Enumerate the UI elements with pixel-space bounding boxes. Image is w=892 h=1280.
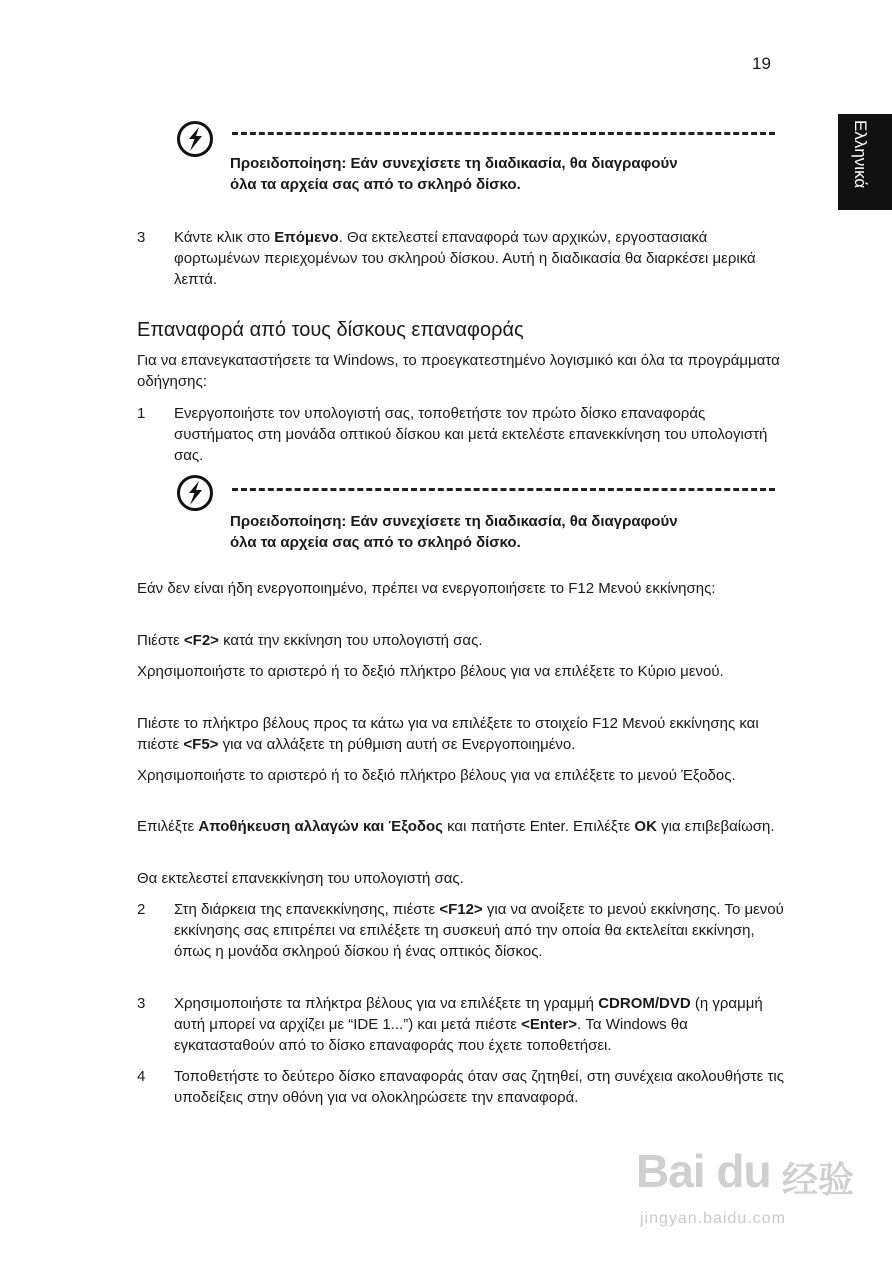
step-number: 3 xyxy=(137,995,146,1012)
watermark-logo: Bai du xyxy=(636,1145,771,1197)
step-text: Στη διάρκεια της επανεκκίνησης, πιέστε <F12> για να ανοίξετε το μενού εκκίνησης. Το μενού εκκίνησης σας επιτρέπει να επιλέξετε τη συσκευή από την οποία θα εκτελείται εκκίνηση, όπως η μονάδα σκληρού δίσκου ή ένας οπτικός δίσκος. xyxy=(174,901,784,960)
warning-divider xyxy=(232,488,775,491)
step-number: 1 xyxy=(137,405,146,422)
warning-text xyxy=(230,511,770,553)
paragraph-f5: Πιέστε το πλήκτρο βέλους προς τα κάτω για να επιλέξετε το στοιχείο F12 Μενού εκκίνησης και πιέστε <F5> για να αλλάξετε τη ρύθμιση αυτή σε Ενεργοποιημένο. xyxy=(137,715,759,753)
paragraph-main-menu: Χρησιμοποιήστε το αριστερό ή το δεξιό πλήκτρο βέλους για να επιλέξετε το Κύριο μενού. xyxy=(137,663,724,680)
warning-icon xyxy=(176,120,214,158)
language-tab xyxy=(838,114,892,210)
warning-line-2: όλα τα αρχεία σας από το σκληρό δίσκο. xyxy=(230,176,521,193)
language-tab-label: Ελληνικά xyxy=(851,120,870,189)
warning-text xyxy=(230,153,770,195)
warning-line-1: Προειδοποίηση: Εάν συνεχίσετε τη διαδικασία, θα διαγραφούν xyxy=(230,513,678,530)
step-text: Ενεργοποιήστε τον υπολογιστή σας, τοποθετήστε τον πρώτο δίσκο επαναφοράς συστήματος στη μονάδα οπτικού δίσκου και μετά εκτελέστε επανεκκίνηση του υπολογιστή σας. xyxy=(174,405,768,464)
paragraph-save: Επιλέξτε Αποθήκευση αλλαγών και Έξοδος και πατήστε Enter. Επιλέξτε OK για επιβεβαίωση. xyxy=(137,818,775,835)
warning-line-1: Προειδοποίηση: Εάν συνεχίσετε τη διαδικασία, θα διαγραφούν xyxy=(230,155,678,172)
warning-icon xyxy=(176,474,214,512)
page-number: 19 xyxy=(752,54,771,73)
paragraph-restart: Θα εκτελεστεί επανεκκίνηση του υπολογιστή σας. xyxy=(137,870,464,887)
paragraph-exit: Χρησιμοποιήστε το αριστερό ή το δεξιό πλήκτρο βέλους για να επιλέξετε το μενού Έξοδος. xyxy=(137,767,736,784)
step-text: Χρησιμοποιήστε τα πλήκτρα βέλους για να επιλέξετε τη γραμμή CDROM/DVD (η γραμμή αυτή μπορεί να αρχίζει με “IDE 1...”) και μετά πιέστε <Enter>. Τα Windows θα εγκατασταθούν από το δίσκο επαναφοράς που έχετε τοποθετήσει. xyxy=(174,995,763,1054)
warning-divider xyxy=(232,132,775,135)
step-number: 3 xyxy=(137,229,146,246)
step-number: 4 xyxy=(137,1068,146,1085)
paragraph-f12: Εάν δεν είναι ήδη ενεργοποιημένο, πρέπει να ενεργοποιήσετε το F12 Μενού εκκίνησης: xyxy=(137,580,716,597)
step-number: 2 xyxy=(137,901,146,918)
step-text: Κάντε κλικ στο Επόμενο. Θα εκτελεστεί επαναφορά των αρχικών, εργοστασιακά φορτωμένων περιεχομένων του σκληρού δίσκου. Αυτή η διαδικασία θα διαρκέσει μερικά λεπτά. xyxy=(174,229,756,288)
warning-line-2: όλα τα αρχεία σας από το σκληρό δίσκο. xyxy=(230,534,521,551)
intro-paragraph: Για να επανεγκαταστήσετε τα Windows, το προεγκατεστημένο λογισμικό και όλα τα προγράμματα οδήγησης: xyxy=(137,352,780,390)
watermark-cn-text: 经验 xyxy=(782,1159,855,1200)
section-heading: Επαναφορά από τους δίσκους επαναφοράς xyxy=(137,319,524,341)
step-text: Τοποθετήστε το δεύτερο δίσκο επαναφοράς όταν σας ζητηθεί, στη συνέχεια ακολουθήστε τις υποδείξεις στην οθόνη για να ολοκληρώσετε την επαναφορά. xyxy=(174,1068,784,1106)
paragraph-f2: Πιέστε <F2> κατά την εκκίνηση του υπολογιστή σας. xyxy=(137,632,483,649)
watermark-url: jingyan.baidu.com xyxy=(640,1210,786,1227)
baidu-watermark xyxy=(636,1140,886,1260)
